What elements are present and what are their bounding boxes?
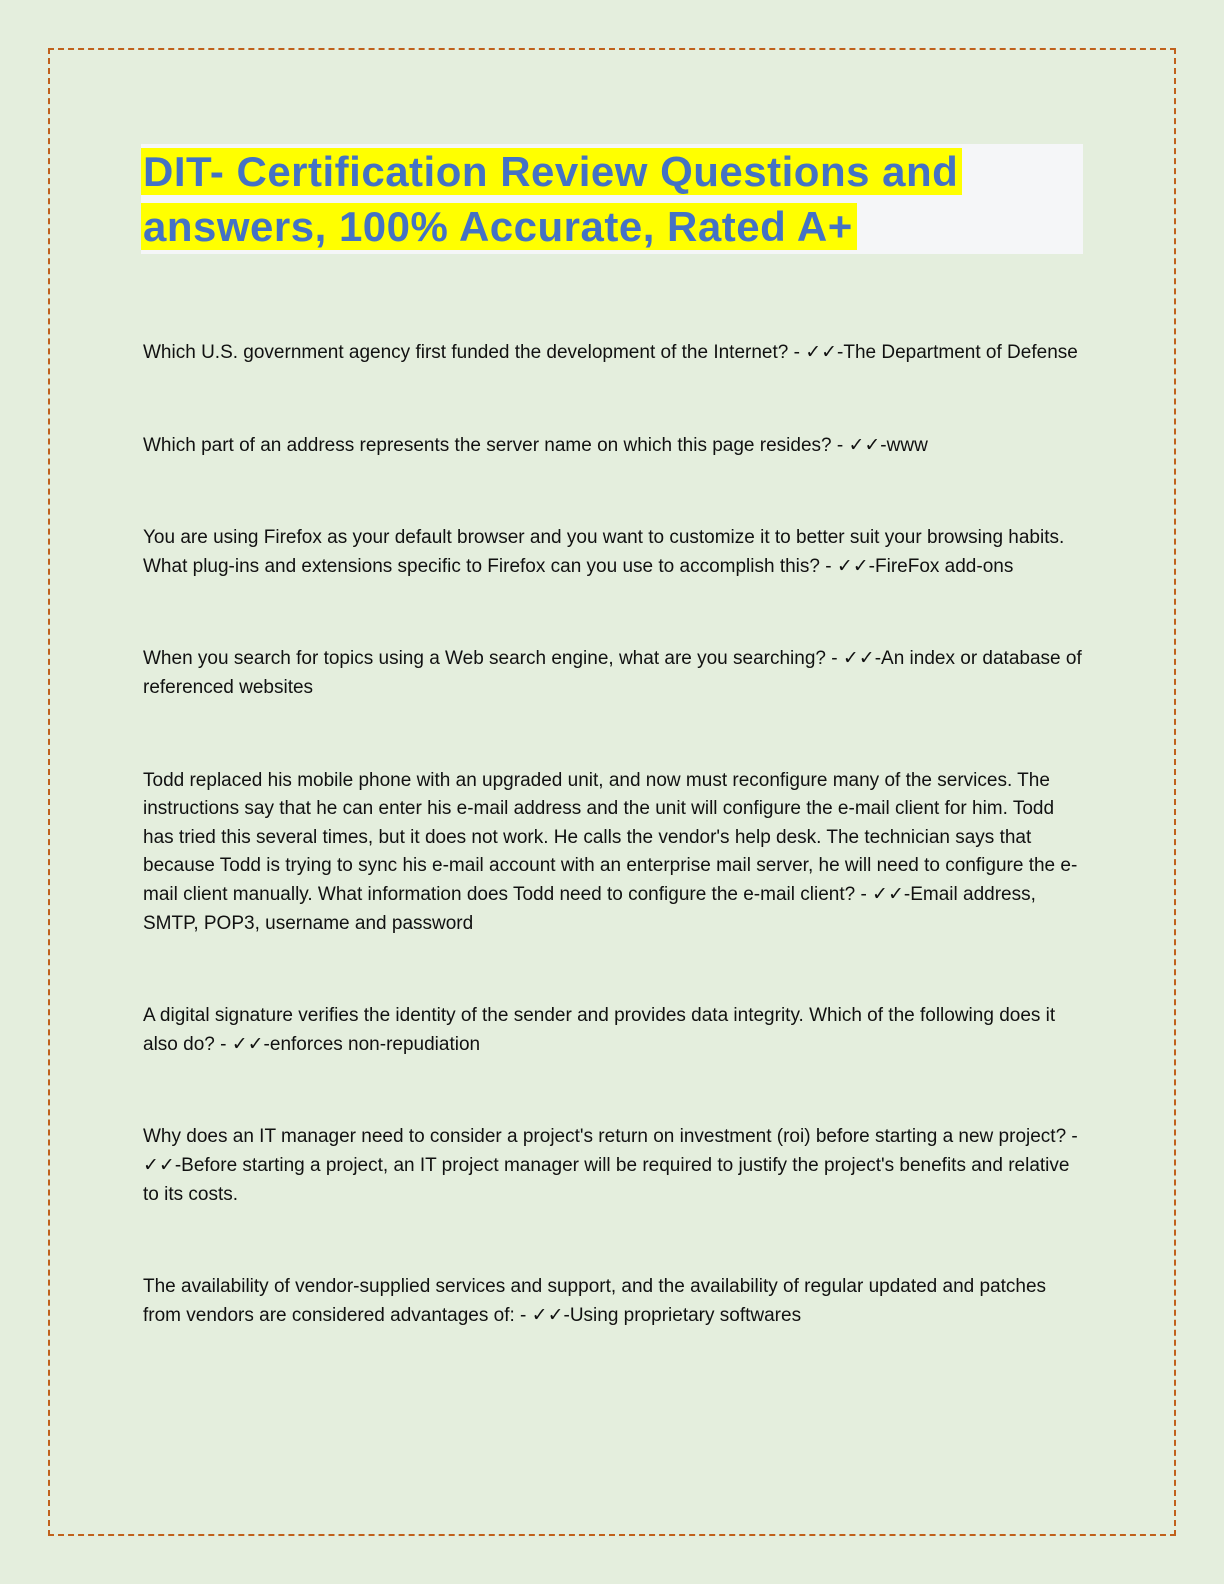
qa-item: Todd replaced his mobile phone with an upgraded unit, and now must reconfigure many of the services. The instructions say that he can enter his e-mail address and the unit will configure the e-mail client for him. Todd has tried this several times, but it does not work. He calls the vendor's help desk. The technician says that because Todd is trying to sync his e-mail account with an enterprise mail server, he will need to configure the e-mail client manually. What information does Todd need to configure the e-mail client? - ✓✓-Email address, SMTP, POP3, username and password [143, 769, 1078, 934]
qa-content [143, 339, 1088, 1394]
page-title-line-1: DIT- Certification Review Questions and [141, 148, 962, 195]
qa-item: You are using Firefox as your default browser and you want to customize it to better suit your browsing habits. What plug-ins and extensions specific to Firefox can you use to accomplish this? - ✓✓-FireFox add-ons [143, 527, 1065, 577]
qa-item: A digital signature verifies the identity of the sender and provides data integrity. Which of the following does it also do? - ✓✓-enforces non-repudiation [143, 1005, 1056, 1055]
qa-item: Which part of an address represents the server name on which this page resides? - ✓✓-www [143, 434, 928, 456]
title-block [141, 144, 1083, 254]
qa-item: Why does an IT manager need to consider a project's return on investment (roi) before starting a new project? - ✓✓-Before starting a project, an IT project manager will be required to justify the project's benefits and relative to its costs. [143, 1126, 1078, 1205]
qa-item: The availability of vendor-supplied services and support, and the availability of regular updated and patches from vendors are considered advantages of: - ✓✓-Using proprietary softwares [143, 1276, 1047, 1326]
page-title-line-2: answers, 100% Accurate, Rated A+ [141, 203, 857, 250]
page-title [141, 144, 1083, 254]
qa-item: When you search for topics using a Web search engine, what are you searching? - ✓✓-An index or database of referenced websites [143, 648, 1082, 698]
qa-item: Which U.S. government agency first funded the development of the Internet? - ✓✓-The Department of Defense [143, 342, 1078, 363]
